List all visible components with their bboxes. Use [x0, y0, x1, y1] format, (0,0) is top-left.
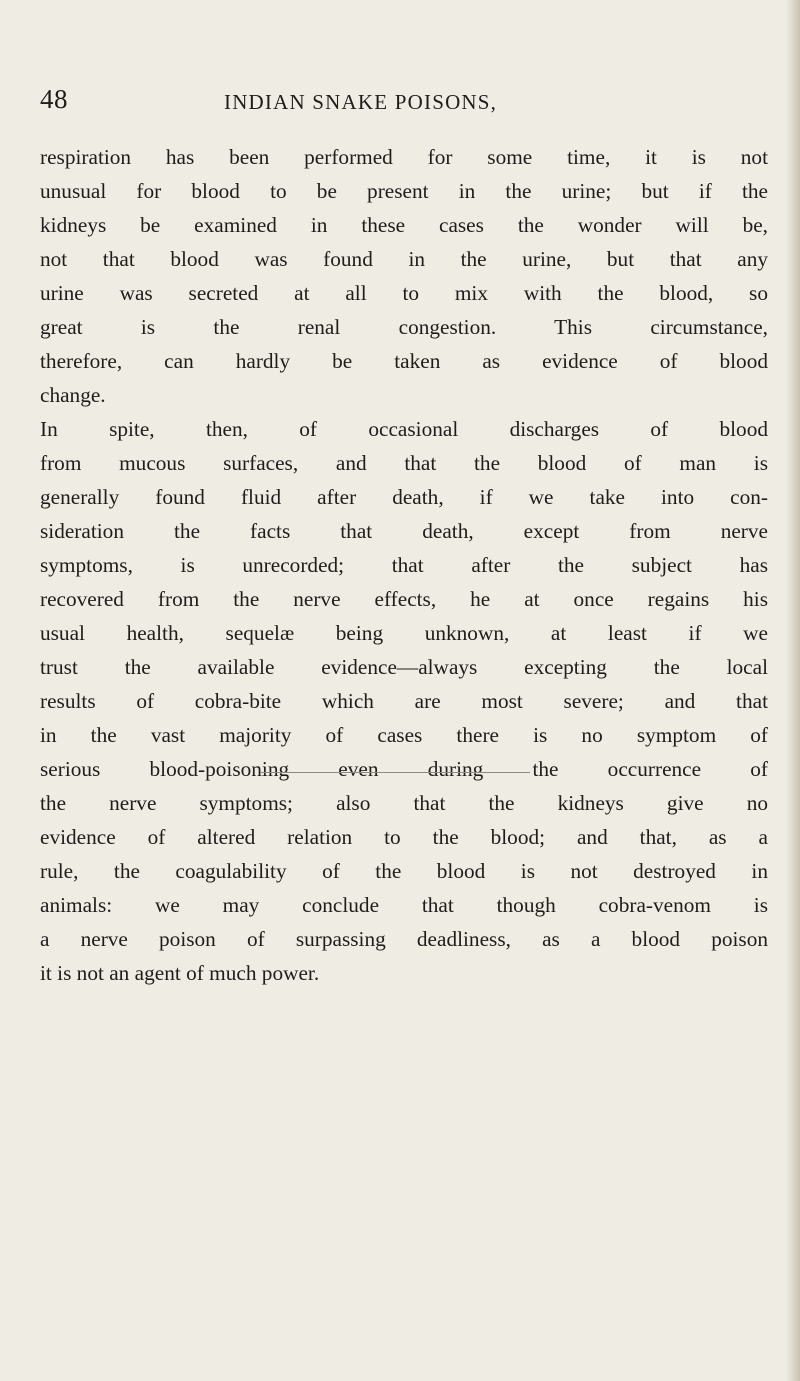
text-line: rule, the coagulability of the blood is not destroyed in — [40, 859, 768, 883]
text-line: unusual for blood to be present in the urine; but if the — [40, 179, 768, 203]
page-number: 48 — [40, 84, 68, 114]
text-line: great is the renal congestion. This circumstance, — [40, 315, 768, 339]
text-line: serious blood-poisoning even during the occurrence of — [40, 757, 768, 781]
body-text — [40, 140, 768, 990]
section-end-rule — [260, 772, 530, 773]
text-line: symptoms, is unrecorded; that after the subject has — [40, 553, 768, 577]
text-line: in the vast majority of cases there is no symptom of — [40, 723, 768, 747]
page-header — [40, 84, 740, 124]
text-line: sideration the facts that death, except from nerve — [40, 519, 768, 543]
text-line: usual health, sequelæ being unknown, at least if we — [40, 621, 768, 645]
running-head: INDIAN SNAKE POISONS, — [224, 90, 498, 114]
text-line: trust the available evidence—always excepting the local — [40, 655, 768, 679]
text-line: animals: we may conclude that though cobra-venom is — [40, 893, 768, 917]
text-line: urine was secreted at all to mix with the blood, so — [40, 281, 768, 305]
text-line: In spite, then, of occasional discharges of blood — [40, 417, 768, 441]
text-line: the nerve symptoms; also that the kidneys give no — [40, 791, 768, 815]
text-line: it is not an agent of much power. — [40, 961, 320, 985]
text-line: a nerve poison of surpassing deadliness, as a blood poison — [40, 927, 768, 951]
text-line: results of cobra-bite which are most severe; and that — [40, 689, 768, 713]
text-line: generally found fluid after death, if we take into con- — [40, 485, 768, 509]
text-line: not that blood was found in the urine, but that any — [40, 247, 768, 271]
text-line: from mucous surfaces, and that the blood of man is — [40, 451, 768, 475]
text-line: kidneys be examined in these cases the wonder will be, — [40, 213, 768, 237]
text-line: evidence of altered relation to the blood; and that, as a — [40, 825, 768, 849]
page-edge-shadow — [786, 0, 800, 1381]
text-line: recovered from the nerve effects, he at once regains his — [40, 587, 768, 611]
text-line: respiration has been performed for some time, it is not — [40, 145, 768, 169]
text-line: change. — [40, 383, 106, 407]
text-line: therefore, can hardly be taken as evidence of blood — [40, 349, 768, 373]
